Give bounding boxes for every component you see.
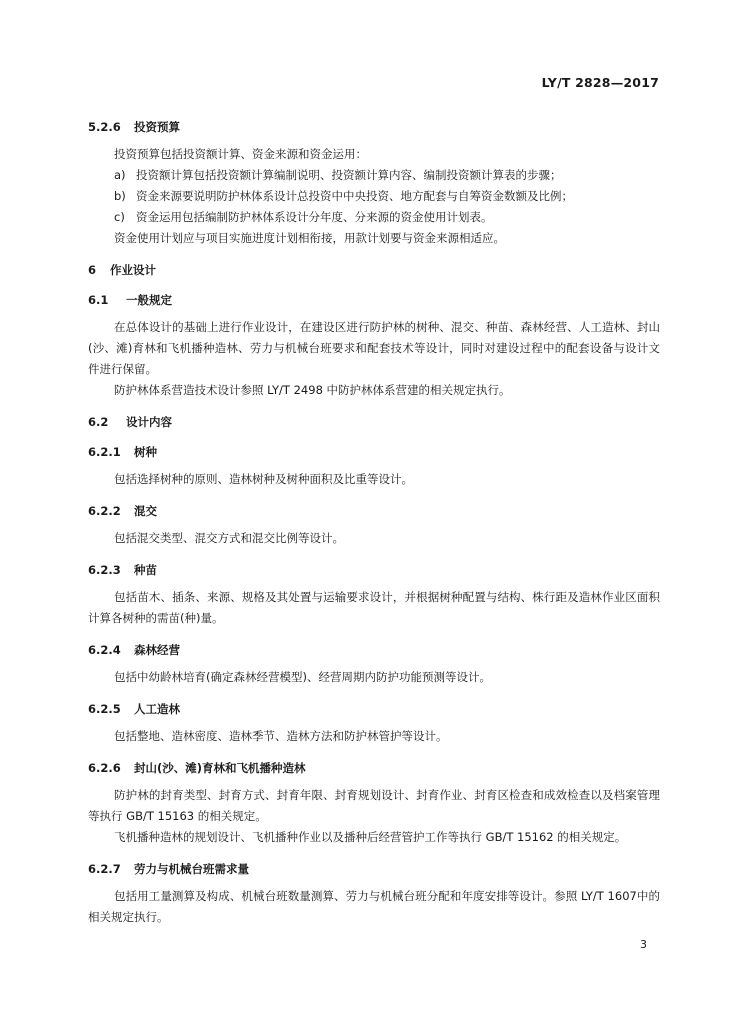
list-marker: b) bbox=[114, 189, 126, 203]
list-marker: c) bbox=[114, 210, 125, 224]
section-heading-6-1 bbox=[88, 291, 660, 309]
section-heading-6-2-3 bbox=[88, 561, 660, 579]
paragraph: 投资预算包括投资额计算、资金来源和资金运用： bbox=[114, 147, 367, 161]
section-title: 封山(沙、滩)育林和飞机播种造林 bbox=[134, 761, 306, 775]
section-title: 一般规定 bbox=[126, 293, 172, 307]
section-number: 5.2.6 bbox=[88, 120, 121, 134]
section-number: 6.2.7 bbox=[88, 862, 121, 876]
section-title: 设计内容 bbox=[126, 415, 172, 429]
section-number: 6.1 bbox=[88, 293, 109, 307]
section-title: 劳力与机械台班需求量 bbox=[134, 862, 249, 876]
paragraph: 包括用工量测算及构成、机械台班数量测算、劳力与机械台班分配和年度安排等设计。参照 LY/T 1607中的相关规定执行。 bbox=[88, 889, 660, 924]
section-number: 6.2 bbox=[88, 415, 109, 429]
list-text: 投资额计算包括投资额计算编制说明、投资额计算内容、编制投资额计算表的步骤； bbox=[136, 168, 562, 182]
section-number: 6.2.5 bbox=[88, 702, 121, 716]
section-title: 投资预算 bbox=[134, 120, 180, 134]
section-number: 6 bbox=[88, 263, 97, 277]
list-item bbox=[88, 186, 660, 207]
standard-code: LY/T 2828—2017 bbox=[541, 75, 659, 90]
section-number: 6.2.2 bbox=[88, 504, 121, 518]
section-heading-6-2 bbox=[88, 413, 660, 431]
list-item bbox=[88, 165, 660, 186]
list-text: 资金来源要说明防护林体系设计总投资中中央投资、地方配套与自筹资金数额及比例； bbox=[136, 189, 573, 203]
paragraph: 防护林的封育类型、封育方式、封育年限、封育规划设计、封育作业、封育区检查和成效检查以及档案管理等执行 GB/T 15163 的相关规定。 bbox=[88, 788, 660, 823]
section-heading-6-2-6 bbox=[88, 759, 660, 777]
section-number: 6.2.6 bbox=[88, 761, 121, 775]
paragraph: 防护林体系营造技术设计参照 LY/T 2498 中防护林体系营建的相关规定执行。 bbox=[114, 383, 511, 397]
paragraph: 包括整地、造林密度、造林季节、造林方法和防护林管护等设计。 bbox=[114, 729, 448, 743]
section-title: 森林经营 bbox=[134, 643, 180, 657]
section-heading-6-2-4 bbox=[88, 641, 660, 659]
list-text: 资金运用包括编制防护林体系设计分年度、分来源的资金使用计划表。 bbox=[136, 210, 493, 224]
paragraph: 包括苗木、插条、来源、规格及其处置与运输要求设计，并根据树种配置与结构、株行距及造林作业区面积计算各树种的需苗(种)量。 bbox=[88, 590, 660, 625]
section-number: 6.2.4 bbox=[88, 643, 121, 657]
page-content bbox=[88, 118, 660, 928]
paragraph: 包括中幼龄林培育(确定森林经营模型)、经营周期内防护功能预测等设计。 bbox=[114, 670, 491, 684]
section-heading-6-2-7 bbox=[88, 860, 660, 878]
section-title: 混交 bbox=[134, 504, 157, 518]
list-item bbox=[88, 207, 660, 228]
paragraph: 飞机播种造林的规划设计、飞机播种作业以及播种后经营管护工作等执行 GB/T 15162 的相关规定。 bbox=[114, 830, 627, 844]
paragraph: 包括混交类型、混交方式和混交比例等设计。 bbox=[114, 531, 344, 545]
section-heading-6-2-1 bbox=[88, 443, 660, 461]
section-title: 作业设计 bbox=[110, 263, 156, 277]
section-heading-6-2-2 bbox=[88, 502, 660, 520]
paragraph: 包括选择树种的原则、造林树种及树种面积及比重等设计。 bbox=[114, 472, 413, 486]
section-title: 树种 bbox=[134, 445, 157, 459]
section-title: 种苗 bbox=[134, 563, 157, 577]
section-title: 人工造林 bbox=[134, 702, 180, 716]
section-heading-5-2-6 bbox=[88, 118, 660, 136]
paragraph: 在总体设计的基础上进行作业设计，在建设区进行防护林的树种、混交、种苗、森林经营、人工造林、封山(沙、滩)育林和飞机播种造林、劳力与机械台班要求和配套技术等设计，同时对建设过程中的配套设备与设计文件进行保留。 bbox=[88, 320, 660, 376]
section-heading-6 bbox=[88, 261, 660, 279]
section-heading-6-2-5 bbox=[88, 700, 660, 718]
list-marker: a) bbox=[114, 168, 126, 182]
page-number: 3 bbox=[640, 938, 647, 951]
section-number: 6.2.3 bbox=[88, 563, 121, 577]
section-number: 6.2.1 bbox=[88, 445, 121, 459]
paragraph: 资金使用计划应与项目实施进度计划相衔接，用款计划要与资金来源相适应。 bbox=[114, 231, 505, 245]
